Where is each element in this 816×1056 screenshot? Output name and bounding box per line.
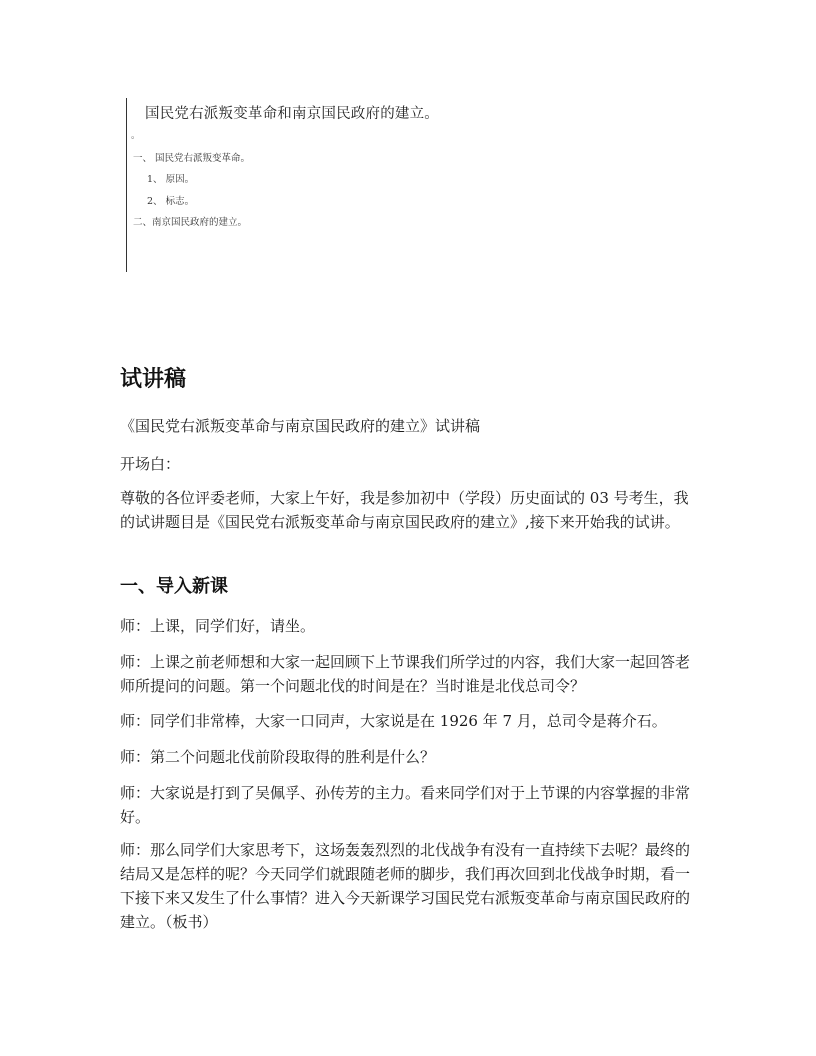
page-heading: 试讲稿 xyxy=(120,367,187,392)
board-item: 一、 国民党右派叛变革命。 xyxy=(133,153,251,164)
board-item: 2、 标志。 xyxy=(147,196,195,207)
opening-label: 开场白： xyxy=(120,455,181,473)
board-title: 国民党右派叛变革命和南京国民政府的建立。 xyxy=(145,106,439,122)
opening-paragraph: 尊敬的各位评委老师，大家上午好，我是参加初中（学段）历史面试的 03 号考生，我的试讲题目是《国民党右派叛变革命与南京国民政府的建立》,接下来开始我的试讲。 xyxy=(120,489,689,531)
blackboard-outline-image xyxy=(126,98,467,272)
board-mark: 。 xyxy=(131,131,141,141)
dialogue-paragraph: 师：同学们非常棒，大家一口同声，大家说是在 1926 年 7 月，总司令是蒋介石。 xyxy=(120,712,667,730)
dialogue-paragraph: 师：上课，同学们好，请坐。 xyxy=(120,617,316,635)
dialogue-paragraph: 师：上课之前老师想和大家一起回顾下上节课我们所学过的内容，我们大家一起回答老师所提问的问题。第一个问题北伐的时间是在？当时谁是北伐总司令？ xyxy=(120,653,691,695)
section-heading: 一、导入新课 xyxy=(120,576,228,597)
lesson-title-line: 《国民党右派叛变革命与南京国民政府的建立》试讲稿 xyxy=(120,417,481,435)
dialogue-paragraph: 师：那么同学们大家思考下，这场轰轰烈烈的北伐战争有没有一直持续下去呢？最终的结局又是怎样的呢？今天同学们就跟随老师的脚步，我们再次回到北伐战争时期，看一下接下来又发生了什么事情？进入今天新课学习国民党右派叛变革命与南京国民政府的建立。（板书） xyxy=(120,841,691,931)
board-item: 1、 原因。 xyxy=(147,174,195,185)
board-item: 二、南京国民政府的建立。 xyxy=(133,217,248,228)
dialogue-paragraph: 师：大家说是打到了吴佩孚、孙传芳的主力。看来同学们对于上节课的内容掌握的非常好。 xyxy=(120,784,691,826)
dialogue-paragraph: 师：第二个问题北伐前阶段取得的胜利是什么？ xyxy=(120,748,436,766)
